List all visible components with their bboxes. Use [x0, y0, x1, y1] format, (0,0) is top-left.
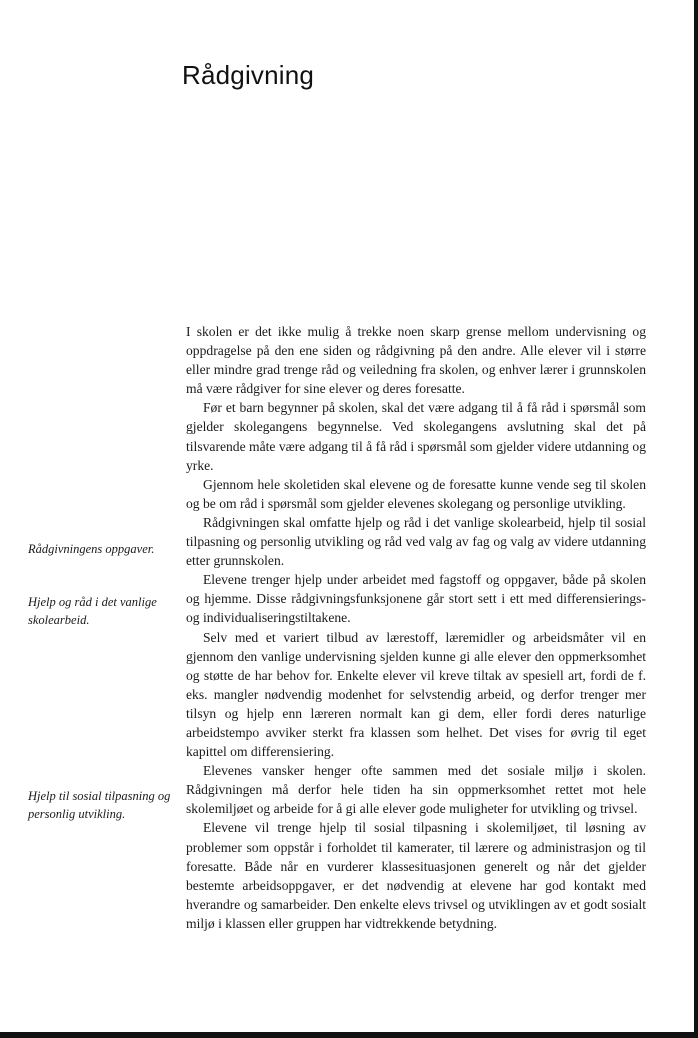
page-title: Rådgivning — [182, 60, 315, 90]
paragraph: Elevenes vansker henger ofte sammen med det sosiale miljø i skolen. Rådgivningen må derfor hele tiden ha sin oppmerksomhet rettet mot hele skolemiljøet og arbeide for å gi alle elever gode muligheter for utvikling og trivsel. — [186, 763, 646, 817]
page-edge-bottom — [0, 1032, 698, 1038]
margin-note-sosial-tilpasning: Hjelp til sosial tilpasning og personlig utvikling. — [28, 789, 171, 821]
margin-note-hjelp-skolearbeid: Hjelp og råd i det vanlige skolearbeid. — [28, 595, 157, 627]
paragraph: I skolen er det ikke mulig å trekke noen skarp grense mellom undervisning og oppdragelse på den ene siden og rådgivning på den andre. Alle elever vil i større eller mindre grad trenge råd og veiledning fra skolen, og enhver lærer i grunnskolen må være rådgiver for sine elever og deres foresatte. — [186, 324, 646, 397]
paragraph: Før et barn begynner på skolen, skal det være adgang til å få råd i spørsmål som gjelder skolegangens begynnelse. Ved skolegangens avslutning skal det på tilsvarende måte være adgang til å få råd i spørsmål som gjelder videre utdanning og yrke. — [186, 400, 646, 473]
paragraph: Gjennom hele skoletiden skal elevene og de foresatte kunne vende seg til skolen og be om råd i spørsmål som gjelder elevenes skolegang og personlige utvikling. — [186, 476, 646, 511]
paragraph: Elevene vil trenge hjelp til sosial tilpasning i skolemiljøet, til løsning av problemer som oppstår i forholdet til kamerater, til lærere og administrasjon og til foresatte. Både når en vurderer klassesituasjonen generelt og når det gjelder bestemte arbeidsoppgaver, er det nødvendig at elevene har god kontakt med hverandre og samarbeider. Den enkelte elevs trivsel og utviklingen av et godt sosialt miljø i klassen eller gruppen har vidtrekkende betydning. — [186, 820, 646, 931]
paragraph: Elevene trenger hjelp under arbeidet med fagstoff og oppgaver, både på skolen og hjemme. Disse rådgivningsfunksjonene går stort sett i ett med differensierings- og individualiseringstiltakene. — [186, 572, 646, 626]
body-text — [186, 322, 646, 933]
page-edge-right — [694, 0, 698, 1038]
paragraph: Rådgivningen skal omfatte hjelp og råd i det vanlige skolearbeid, hjelp til sosial tilpasning og personlig utvikling og råd ved valg av fag og valg av videre utdanning etter grunnskolen. — [186, 514, 646, 569]
paragraph: Selv med et variert tilbud av lærestoff, læremidler og arbeidsmåter vil en gjennom den vanlige undervisning sjelden kunne gi alle elever den oppmerksomhet og støtte de har behov for. Enkelte elever vil kreve tiltak av spesiell art, fordi de f. eks. mangler nødvendig modenhet for selvstendig arbeid, og derfor trenger mer tilsyn og hjelp enn læreren normalt kan gi dem, eller fordi deres naturlige arbeidstempo avviker sterkt fra klassen som helhet. Det vises for øvrig til eget kapittel om differensiering. — [186, 629, 646, 760]
margin-note-radgivningens-oppgaver: Rådgivningens oppgaver. — [28, 542, 155, 556]
